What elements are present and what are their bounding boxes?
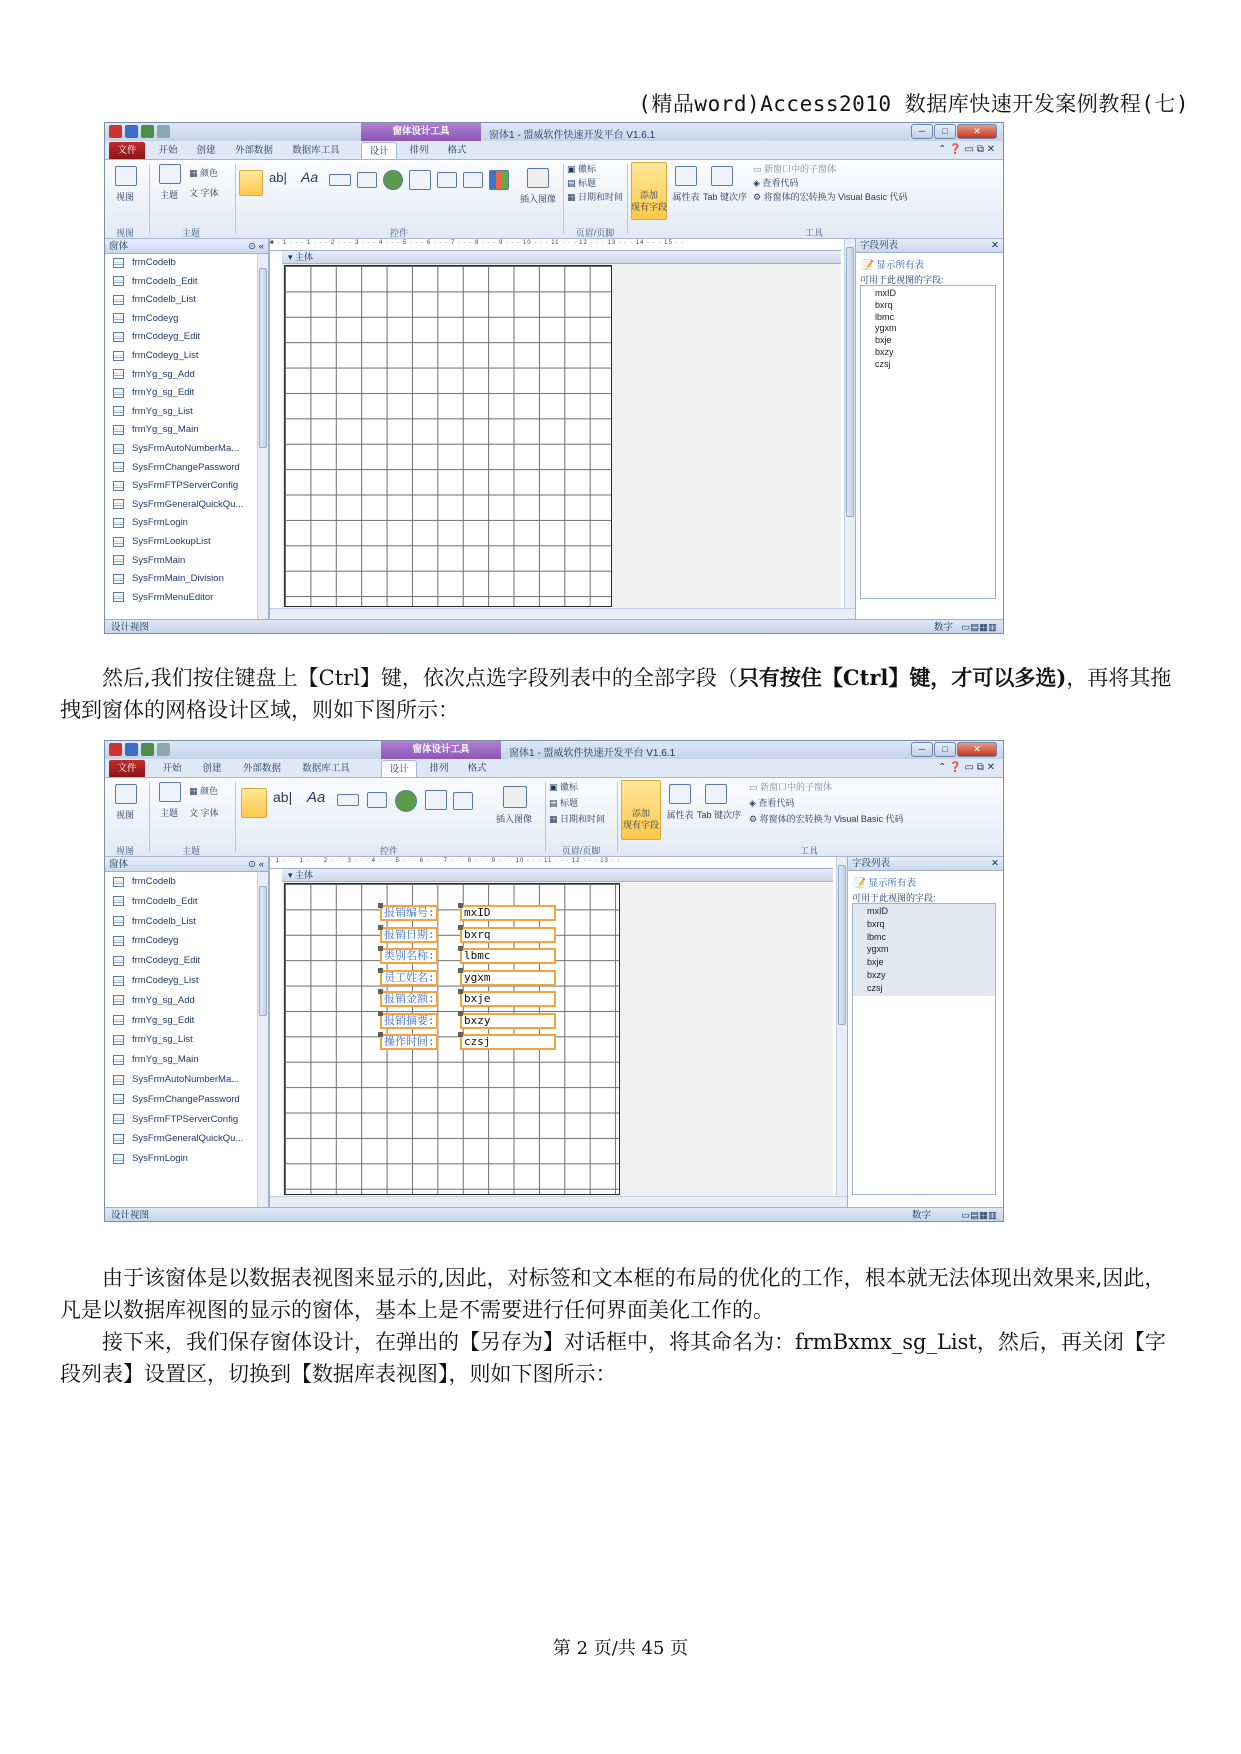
move-handle[interactable] [458,925,463,930]
move-handle[interactable] [378,903,383,908]
nav-item-label: frmCodelb [132,257,176,268]
nav-item[interactable] [113,916,196,927]
paragraph-3: 接下来，我们保存窗体设计，在弹出的【另存为】对话框中，将其命名为：frmBxmx_sg_List，然后，再关闭【字段列表】设置区，切换到【数据库表视图】，则如下图所示： [60,1330,1166,1386]
property-sheet-button[interactable]: 属性表 [666,810,694,820]
nav-item-label: SysFrmGeneralQuickQu... [132,498,244,510]
design-area [269,857,847,1207]
screenshot-2 [104,740,1004,1222]
navigation-tool[interactable] [437,172,457,188]
tab-order-button[interactable]: Tab 键次序 [703,192,748,202]
theme-icon[interactable] [159,782,181,802]
field-label-control[interactable]: 报销编号: [380,905,438,921]
form-icon [113,555,124,565]
convert-macros-button[interactable]: ⚙ 将窗体的宏转换为 Visual Basic 代码 [749,814,904,824]
nav-item-label: SysFrmAutoNumberMa... [132,1074,240,1085]
field-label-control[interactable]: 报销金额: [380,991,438,1007]
add-field-label-2: 现有字段 [622,820,659,830]
nav-item[interactable] [113,462,240,473]
group-controls-label: 控件 [379,846,398,856]
field-textbox-control[interactable]: ygxm [460,970,556,986]
field-item[interactable]: czsj [875,358,891,369]
nav-item[interactable] [113,517,188,528]
option-group-tool[interactable] [463,172,483,188]
nav-item[interactable] [113,975,199,986]
form-icon [113,1035,124,1045]
form-icon [113,1015,124,1025]
tab-control-tool[interactable] [367,792,387,808]
form-icon [113,332,124,342]
tab-arrange[interactable]: 排列 [409,145,429,156]
show-all-tables-link[interactable]: 📝 显示所有表 [862,260,924,271]
textbox-tool[interactable]: ab| [269,170,287,185]
nav-item-label: frmYg_sg_Main [132,424,199,436]
add-field-label: 添加 [639,190,658,200]
move-handle[interactable] [458,968,463,973]
field-label-control[interactable]: 报销摘要: [380,1013,438,1029]
nav-item-label: frmYg_sg_Add [132,994,195,1006]
tab-home[interactable]: 开始 [158,145,178,156]
form-icon [113,313,124,323]
nav-item[interactable] [113,331,200,342]
group-header-footer-label: 页眉/页脚 [561,846,601,856]
nav-item-label: SysFrmLogin [132,1153,188,1165]
form-icon [113,406,124,416]
detail-section-header[interactable]: ▾ 主体 [282,869,833,882]
show-all-tables-link[interactable]: 📝 显示所有表 [854,878,916,889]
form-icon [113,877,124,887]
nav-item-label: frmCodelb [132,876,176,887]
tab-order-icon[interactable] [711,166,733,186]
move-handle[interactable] [378,968,383,973]
form-icon [113,1154,124,1164]
move-handle[interactable] [458,1032,463,1037]
view-button[interactable]: 视图 [115,192,134,202]
nav-item[interactable] [113,369,195,380]
tab-external-data[interactable]: 外部数据 [234,145,273,156]
nav-item[interactable] [113,313,178,324]
logo-button[interactable]: ▣ 徽标 [549,782,579,792]
field-item[interactable]: mxID [867,906,888,916]
paragraph-1: 然后,我们按住键盘上【Ctrl】键，依次点选字段列表中的全部字段（只有按住【Ctrl】键，才可以多选)，再将其拖拽到窗体的网格设计区域，则如下图所示： [60,665,1172,722]
field-item[interactable]: ygxm [875,323,897,334]
tab-control-tool[interactable] [357,172,377,188]
textbox-tool[interactable]: ab| [273,789,293,805]
field-list-close-icon[interactable]: ✕ [991,858,999,869]
nav-item-label: frmYg_sg_Edit [132,1014,195,1026]
field-list-title: 字段列表 [860,240,899,251]
form-icon [113,976,124,986]
tab-design[interactable]: 设计 [361,142,397,159]
move-handle[interactable] [378,1032,383,1037]
tab-file[interactable]: 文件 [109,142,145,159]
nav-item-label: SysFrmFTPServerConfig [132,1113,239,1125]
field-item[interactable]: bxje [867,957,884,968]
nav-item[interactable] [113,294,196,305]
nav-item-label: frmCodeyg [132,312,179,324]
field-textbox-control[interactable]: lbmc [460,948,556,964]
field-list-pane [855,239,1004,619]
form-icon [113,444,124,454]
nav-item-label: SysFrmMain [132,554,186,566]
view-switcher-icon[interactable]: ▭▤▦▥ [961,1210,997,1221]
nav-item-label: frmCodeyg_List [132,975,199,986]
field-item[interactable]: mxID [875,288,896,298]
restore-button[interactable]: □ [934,742,956,757]
convert-macros-button[interactable]: ⚙ 将窗体的宏转换为 Visual Basic 代码 [753,192,908,202]
move-handle[interactable] [378,925,383,930]
nav-item[interactable] [113,1015,194,1026]
save-icon[interactable] [125,125,138,138]
theme-button[interactable]: 主题 [159,190,178,200]
status-bar [105,619,1003,634]
access-icon [109,125,122,138]
title-bar [105,741,1003,759]
group-theme-label: 主题 [181,846,200,856]
nav-item-label: SysFrmChangePassword [132,461,240,473]
group-controls-label: 控件 [389,228,408,238]
nav-item[interactable] [113,1074,239,1085]
nav-item[interactable] [113,424,199,435]
hyperlink-tool[interactable] [395,790,417,812]
context-tab-title: 窗体设计工具 [381,741,501,759]
move-handle[interactable] [458,903,463,908]
form-icon [113,351,124,361]
nav-item[interactable] [113,387,194,398]
form-icon [113,481,124,491]
design-grid[interactable] [284,883,620,1195]
save-icon[interactable] [125,743,138,756]
hyperlink-tool[interactable] [383,170,403,190]
nav-pane-title: 窗体 [109,241,129,252]
nav-item[interactable] [113,1034,193,1045]
document-header: (精品word)Access2010 数据库快速开发案例教程(七) [638,92,1189,116]
view-code-button[interactable]: ◈ 查看代码 [753,178,799,188]
group-view-label: 视图 [115,846,134,856]
field-label-control[interactable]: 操作时间: [380,1034,438,1050]
help-icon[interactable]: ⌃ ❓ ▭ ⧉ ✕ [938,762,995,773]
field-textbox-control[interactable]: bxje [460,991,556,1007]
subform-button[interactable]: ▭ 新窗口中的子窗体 [753,164,837,174]
navigation-tool[interactable] [453,792,473,810]
colors-button[interactable]: ▦ 颜色 [189,786,219,796]
nav-item[interactable] [113,876,176,887]
title-button[interactable]: ▤ 标题 [567,178,597,188]
nav-item[interactable] [113,1153,188,1164]
move-handle[interactable] [378,946,383,951]
label-tool[interactable]: Aa [307,789,326,806]
title-button[interactable]: ▤ 标题 [549,798,579,808]
paragraph-2: 由于该窗体是以数据表视图来显示的,因此，对标签和文本框的布局的优化的工作，根本就无法体现出效果来,因此，凡是以数据库视图的显示的窗体，基本上是不需要进行任何界面美化工作的。 [60,1266,1166,1322]
nav-item[interactable] [113,276,197,287]
form-icon [113,537,124,547]
navigation-pane [105,857,269,1207]
nav-collapse-icon[interactable]: ⊙ « [248,859,264,870]
nav-collapse-icon[interactable]: ⊙ « [248,241,264,252]
subform-button[interactable]: ▭ 新窗口中的子窗体 [749,782,833,792]
field-list [860,285,996,599]
nav-item-label: SysFrmGeneralQuickQu... [132,1133,244,1145]
redo-icon[interactable] [157,743,170,756]
status-numlock: 数字 [933,622,953,633]
select-tool[interactable] [241,788,267,818]
nav-item-label: SysFrmFTPServerConfig [132,480,239,492]
tab-arrange[interactable]: 排列 [429,763,449,774]
form-icon [113,1134,124,1144]
nav-item[interactable] [113,1054,199,1065]
form-icon [113,956,124,966]
nav-item-label: SysFrmMenuEditor [132,591,214,603]
undo-icon[interactable] [141,743,154,756]
button-tool[interactable] [329,174,351,186]
form-icon [113,1075,124,1085]
nav-item-label: frmYg_sg_Add [132,368,195,380]
status-bar [105,1207,1003,1222]
field-label-control[interactable]: 报销日期: [380,927,438,943]
view-switcher-icon[interactable]: ▭▤▦▥ [961,622,997,633]
detail-section-header[interactable]: ▾ 主体 [282,251,841,264]
form-icon [113,916,124,926]
tab-format[interactable]: 格式 [447,145,467,156]
move-handle[interactable] [378,1011,383,1016]
tab-create[interactable]: 创建 [196,145,216,156]
nav-pane-title: 窗体 [109,859,129,870]
nav-item-label: SysFrmMain_Division [132,573,224,585]
nav-item-label: frmCodelb_Edit [132,895,198,907]
theme-button[interactable]: 主题 [159,808,178,818]
field-label-control[interactable]: 员工姓名: [380,970,438,986]
insert-image-button[interactable]: 插入图像 [519,194,556,204]
group-view-label: 视图 [115,228,134,238]
nav-item-label: frmCodeyg_List [132,350,199,361]
nav-item-label: frmYg_sg_Main [132,1054,199,1066]
tab-database-tools[interactable]: 数据库工具 [302,763,350,774]
horizontal-ruler: ■ · 1 · · · 1 · · · 2 · · · 3 · · · 4 · · · 5 · · · 6 · · · 7 · · · 8 · · · 9 · · · 10 · · · 11 · · · 12 · · · 13 · · · 14 · · · 15 · · [270,239,841,251]
redo-icon[interactable] [157,125,170,138]
nav-item[interactable] [113,257,176,268]
help-icon[interactable]: ⌃ ❓ ▭ ⧉ ✕ [938,144,995,155]
form-icon [113,592,124,602]
tab-order-icon[interactable] [705,784,727,804]
nav-item[interactable] [113,443,239,454]
form-icon [113,518,124,528]
chart-tool[interactable] [489,170,509,190]
field-list-close-icon[interactable]: ✕ [991,240,999,251]
form-icon [113,936,124,946]
move-handle[interactable] [458,946,463,951]
group-tools-label: 工具 [804,228,823,238]
add-field-label-2: 现有字段 [631,202,668,212]
select-tool[interactable] [239,170,263,196]
page-footer: 第 2 页/共 45 页 [552,1638,689,1659]
nav-item[interactable] [113,499,243,510]
group-tools-label: 工具 [799,846,818,856]
add-field-label: 添加 [631,808,650,818]
field-item[interactable]: bxzy [875,347,894,357]
window-title: 窗体1 - 盟威软件快速开发平台 V1.6.1 [509,748,676,759]
window-title: 窗体1 - 盟威软件快速开发平台 V1.6.1 [489,130,656,141]
form-icon [113,995,124,1005]
field-item[interactable]: bxzy [867,970,886,980]
insert-image-icon[interactable] [527,168,549,188]
datetime-button[interactable]: ▦ 日期和时间 [567,192,624,202]
navigation-pane [105,239,269,619]
field-textbox-control[interactable]: mxID [460,905,556,921]
nav-item[interactable] [113,536,211,547]
theme-icon[interactable] [159,164,181,184]
nav-item-label: SysFrmChangePassword [132,1093,240,1105]
nav-item-label: frmCodeyg [132,935,179,947]
design-grid[interactable] [284,265,612,607]
form-icon [113,499,124,509]
nav-item-label: frmCodelb_List [132,294,196,306]
screenshot-1 [104,122,1004,634]
close-button[interactable]: ✕ [957,124,997,139]
field-item[interactable]: bxrq [875,299,893,310]
nav-item-label: frmCodeyg_Edit [132,955,201,967]
status-numlock: 数字 [911,1210,931,1221]
status-view: 设计视图 [111,622,150,633]
available-fields-label: 可用于此视图的字段: [860,275,944,285]
nav-item-label: frmYg_sg_Edit [132,387,195,399]
nav-item[interactable] [113,573,224,584]
design-area [269,239,855,619]
view-button[interactable]: 视图 [115,810,134,820]
view-icon[interactable] [115,784,137,804]
nav-item[interactable] [113,1114,238,1125]
label-tool[interactable]: Aa [301,169,319,185]
status-view: 设计视图 [111,1210,150,1221]
move-handle[interactable] [458,1011,463,1016]
field-item[interactable]: bxrq [867,918,885,929]
minimize-button[interactable]: ─ [911,124,933,139]
property-sheet-button[interactable]: 属性表 [672,192,700,202]
tab-format[interactable]: 格式 [467,763,487,774]
tab-file[interactable]: 文件 [109,760,145,777]
fonts-button[interactable]: 文 字体 [189,188,219,198]
nav-item-label: frmYg_sg_List [132,1034,193,1046]
tab-design[interactable]: 设计 [381,760,417,777]
move-handle[interactable] [458,989,463,994]
form-icon [113,388,124,398]
tab-home[interactable]: 开始 [162,763,182,774]
context-tab-title: 窗体设计工具 [361,123,481,141]
nav-item-label: SysFrmAutoNumberMa... [132,443,240,454]
view-icon[interactable] [115,166,137,186]
move-handle[interactable] [378,989,383,994]
form-icon [113,462,124,472]
nav-item[interactable] [113,480,238,491]
form-icon [113,276,124,286]
minimize-button[interactable]: ─ [911,742,933,757]
nav-item[interactable] [113,592,213,603]
form-icon [113,896,124,906]
nav-item-label: SysFrmLookupList [132,536,211,547]
field-textbox-control[interactable]: bxrq [460,927,556,943]
web-browser-tool[interactable] [409,170,431,190]
insert-image-button[interactable]: 插入图像 [495,814,532,824]
field-item[interactable]: bxje [875,335,892,346]
insert-image-icon[interactable] [503,786,527,808]
nav-item[interactable] [113,406,193,417]
field-textbox-control[interactable]: czsj [460,1034,556,1050]
web-browser-tool[interactable] [425,790,447,810]
group-theme-label: 主题 [181,228,200,238]
nav-item[interactable] [113,935,178,946]
form-icon [113,258,124,268]
field-item[interactable]: czsj [867,982,883,993]
property-sheet-icon[interactable] [669,784,691,804]
field-item[interactable]: lbmc [867,931,887,942]
field-item[interactable]: lbmc [875,311,895,322]
nav-item[interactable] [113,555,185,566]
access-icon [109,743,122,756]
field-list [852,903,996,1195]
view-code-button[interactable]: ◈ 查看代码 [749,798,795,808]
nav-item[interactable] [113,1094,240,1105]
nav-item[interactable] [113,1133,243,1144]
form-icon [113,1114,124,1124]
close-button[interactable]: ✕ [957,742,997,757]
nav-item-label: frmYg_sg_List [132,405,193,417]
nav-item[interactable] [113,995,195,1006]
tab-create[interactable]: 创建 [202,763,222,774]
form-icon [113,1055,124,1065]
nav-item-label: SysFrmLogin [132,517,188,529]
field-item[interactable]: ygxm [867,944,889,955]
field-textbox-control[interactable]: bxzy [460,1013,556,1029]
horizontal-ruler: · 1 · · · 1 · · · 2 · · · 3 · · · 4 · · · 5 · · · 6 · · · 7 · · · 8 · · · 9 · · · 10 · · · 11 · · · 12 · · · 13 · · [270,857,833,869]
logo-button[interactable]: ▣ 徽标 [567,164,597,174]
undo-icon[interactable] [141,125,154,138]
colors-button[interactable]: ▦ 颜色 [189,168,219,178]
field-label-control[interactable]: 类别名称: [380,948,438,964]
form-icon [113,295,124,305]
datetime-button[interactable]: ▦ 日期和时间 [549,814,606,824]
form-icon [113,1094,124,1104]
group-header-footer-label: 页眉/页脚 [575,228,615,238]
fonts-button[interactable]: 文 字体 [189,808,219,818]
nav-item[interactable] [113,955,200,966]
tab-order-button[interactable]: Tab 键次序 [697,810,742,820]
nav-item[interactable] [113,896,197,907]
tab-database-tools[interactable]: 数据库工具 [292,145,340,156]
property-sheet-icon[interactable] [675,166,697,186]
button-tool[interactable] [337,794,359,806]
restore-button[interactable]: □ [934,124,956,139]
field-list-pane [847,857,1004,1207]
nav-item-label: frmCodelb_Edit [132,275,198,287]
nav-item-label: frmCodeyg_Edit [132,331,201,343]
nav-item-label: frmCodelb_List [132,915,196,927]
form-icon [113,574,124,584]
available-fields-label: 可用于此视图的字段: [852,893,936,903]
nav-item[interactable] [113,350,199,361]
title-bar [105,123,1003,141]
tab-external-data[interactable]: 外部数据 [242,763,281,774]
form-icon [113,369,124,379]
field-list-title: 字段列表 [852,858,891,869]
form-icon [113,425,124,435]
